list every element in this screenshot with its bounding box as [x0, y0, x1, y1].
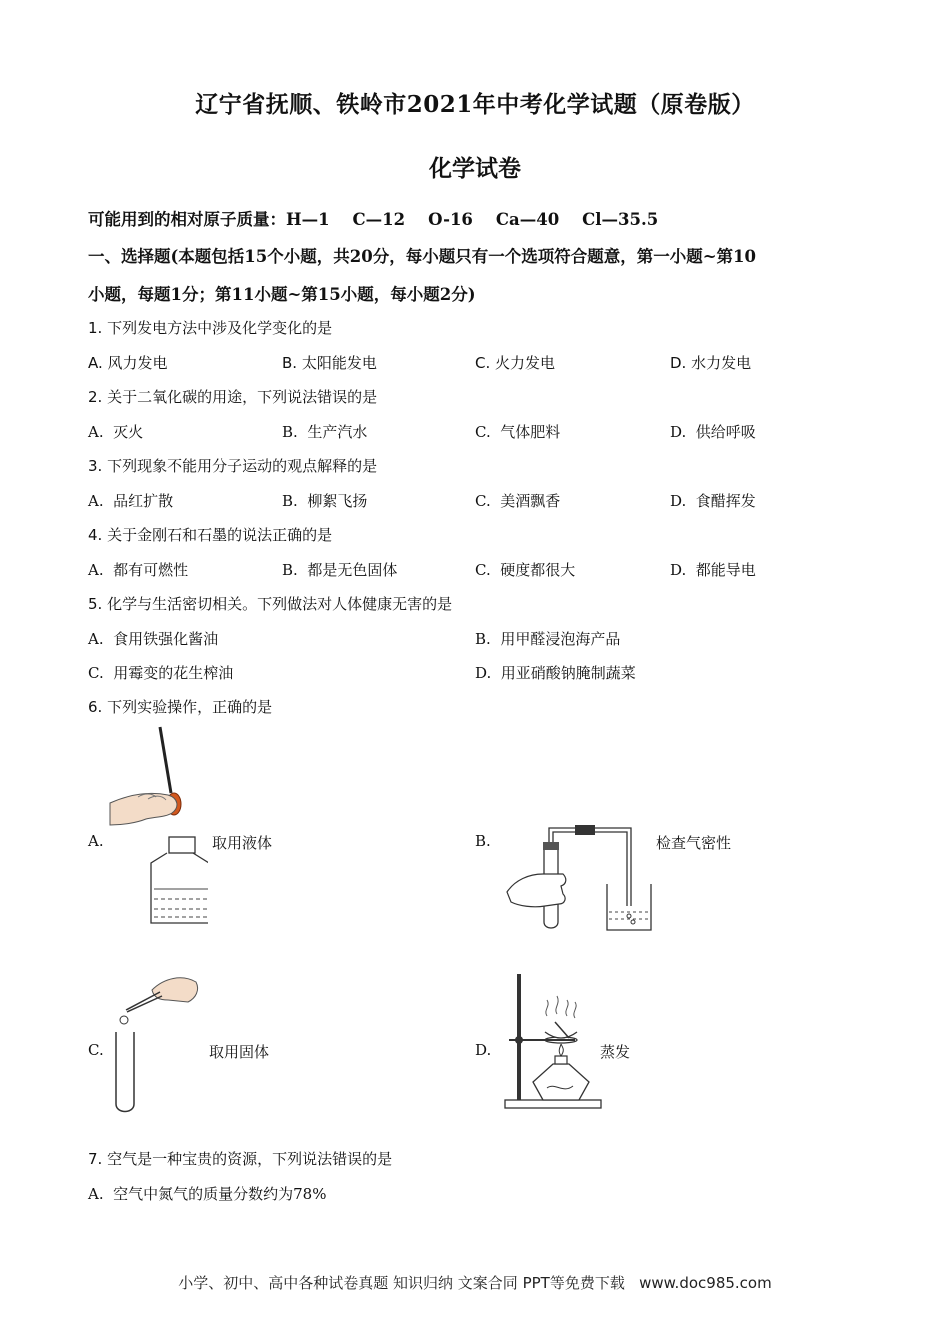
question-5-option-a[interactable]: A. 食用铁强化酱油 — [88, 630, 219, 648]
question-5-option-b[interactable]: B. 用甲醛浸泡海产品 — [475, 630, 621, 648]
question-7-option-a[interactable]: A. 空气中氮气的质量分数约为78% — [88, 1185, 327, 1203]
page-title: 辽宁省抚顺、铁岭市2021年中考化学试题（原卷版） — [195, 91, 755, 118]
question-1-option-c[interactable]: C. 火力发电 — [475, 354, 556, 372]
question-6-option-d[interactable]: D. — [475, 1041, 492, 1059]
question-6-option-b[interactable]: B. — [475, 832, 491, 850]
section1-instructions-line2: 小题，每题1分；第11小题~第15小题，每小题2分) — [88, 285, 476, 304]
question-1-option-b[interactable]: B. 太阳能发电 — [282, 354, 377, 372]
question-3-option-b[interactable]: B. 柳絮飞扬 — [282, 492, 368, 510]
section1-instructions-line1: 一、选择题(本题包括15个小题，共20分，每小题只有一个选项符合题意，第一小题~第10 — [88, 247, 757, 266]
question-5-option-d[interactable]: D. 用亚硝酸钠腌制蔬菜 — [475, 664, 636, 682]
question-6-stem: 6. 下列实验操作，正确的是 — [88, 698, 273, 716]
question-2-option-b[interactable]: B. 生产汽水 — [282, 423, 368, 441]
dropper-bottle-figure — [108, 725, 208, 930]
question-5-option-c[interactable]: C. 用霉变的花生榨油 — [88, 664, 234, 682]
question-6-caption-c: 取用固体 — [209, 1043, 270, 1061]
question-4-option-b[interactable]: B. 都是无色固体 — [282, 561, 398, 579]
question-7-stem: 7. 空气是一种宝贵的资源，下列说法错误的是 — [88, 1150, 393, 1168]
page-subtitle: 化学试卷 — [429, 155, 521, 182]
tweezers-testtube-figure — [108, 970, 208, 1115]
question-6-caption-a: 取用液体 — [212, 834, 273, 852]
question-2-option-c[interactable]: C. 气体肥料 — [475, 423, 561, 441]
question-2-option-a[interactable]: A. 灭火 — [88, 423, 144, 441]
question-3-option-d[interactable]: D. 食醋挥发 — [670, 492, 756, 510]
atomic-masses: 可能用到的相对原子质量：H—1 C—12 O-16 Ca—40 Cl—35.5 — [88, 210, 659, 229]
question-1-stem: 1. 下列发电方法中涉及化学变化的是 — [88, 319, 333, 337]
question-3-option-c[interactable]: C. 美酒飘香 — [475, 492, 561, 510]
question-1-option-d[interactable]: D. 水力发电 — [670, 354, 752, 372]
question-4-option-c[interactable]: C. 硬度都很大 — [475, 561, 576, 579]
evaporation-figure — [503, 970, 603, 1112]
footer-banner: 小学、初中、高中各种试卷真题 知识归纳 文案合同 PPT等免费下载 www.doc985.com — [178, 1274, 772, 1292]
question-5-stem: 5. 化学与生活密切相关。下列做法对人体健康无害的是 — [88, 595, 453, 613]
airtightness-figure — [505, 822, 655, 934]
question-4-option-d[interactable]: D. 都能导电 — [670, 561, 756, 579]
question-6-option-c[interactable]: C. — [88, 1041, 104, 1059]
question-6-caption-d: 蒸发 — [600, 1043, 631, 1061]
question-6-caption-b: 检查气密性 — [656, 834, 732, 852]
question-2-option-d[interactable]: D. 供给呼吸 — [670, 423, 756, 441]
question-3-stem: 3. 下列现象不能用分子运动的观点解释的是 — [88, 457, 378, 475]
question-3-option-a[interactable]: A. 品红扩散 — [88, 492, 174, 510]
question-4-option-a[interactable]: A. 都有可燃性 — [88, 561, 189, 579]
question-2-stem: 2. 关于二氧化碳的用途，下列说法错误的是 — [88, 388, 378, 406]
question-1-option-a[interactable]: A. 风力发电 — [88, 354, 168, 372]
question-6-option-a[interactable]: A. — [88, 832, 104, 850]
question-4-stem: 4. 关于金刚石和石墨的说法正确的是 — [88, 526, 333, 544]
